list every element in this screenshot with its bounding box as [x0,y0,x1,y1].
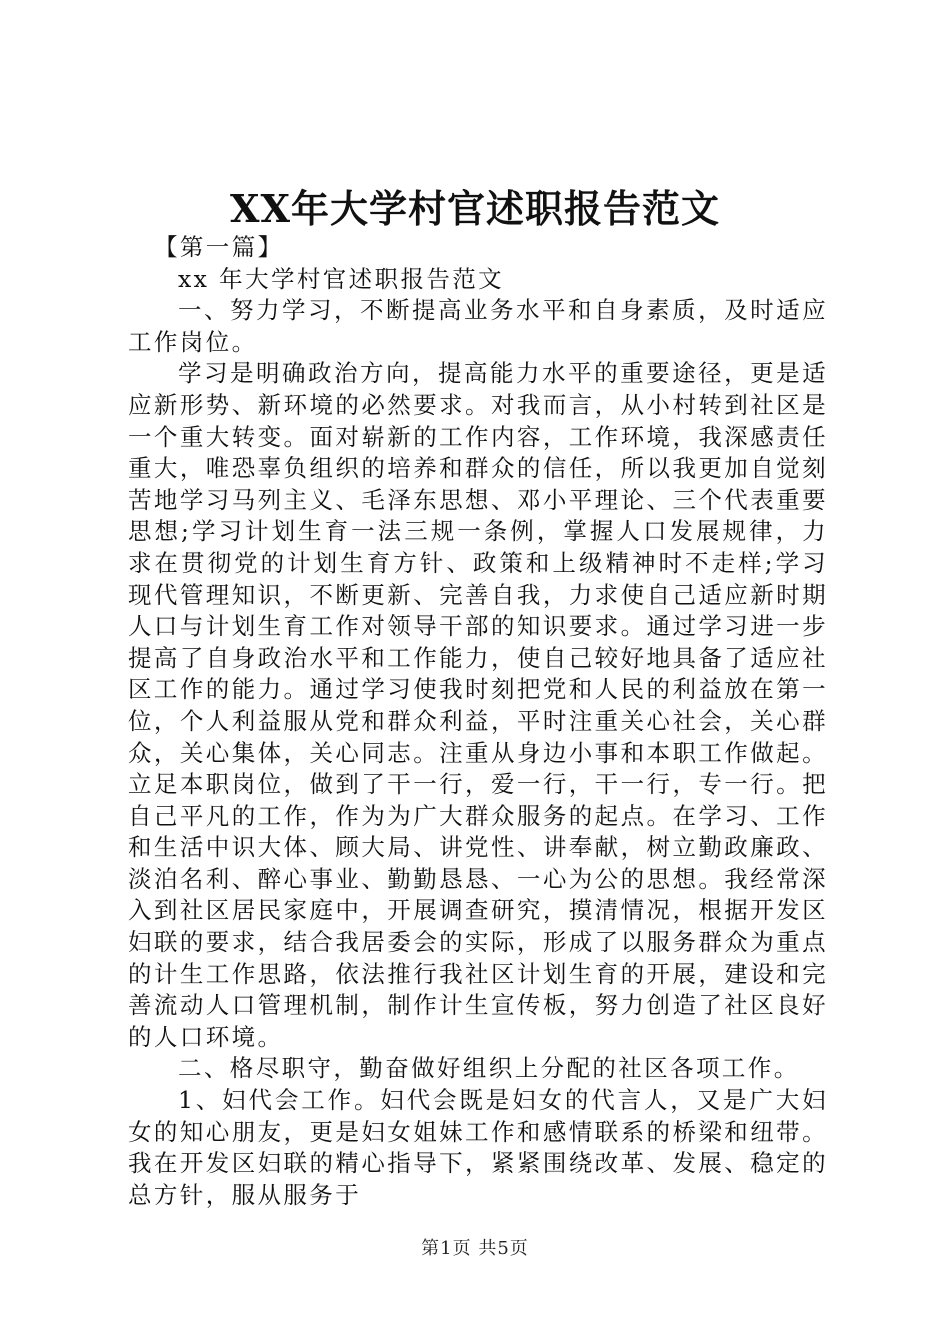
paragraph-2: 1、妇代会工作。妇代会既是妇女的代言人，又是广大妇女的知心朋友，更是妇女姐妹工作和感情联系的桥梁和纽带。我在开发区妇联的精心指导下，紧紧围绕改革、发展、稳定的总方针，服从服务于 [128,1086,828,1209]
document-body [128,232,828,1211]
heading-1: 一、努力学习，不断提高业务水平和自身素质，及时适应工作岗位。 [128,296,828,356]
heading-2: 二、格尽职守，勤奋做好组织上分配的社区各项工作。 [178,1054,800,1083]
section-marker: 【第一篇】 [154,233,284,261]
paragraph-1: 学习是明确政治方向，提高能力水平的重要途径，更是适应新形势、新环境的必然要求。对我而言，从小村转到社区是一个重大转变。面对崭新的工作内容，工作环境，我深感责任重大，唯恐辜负组织的培养和群众的信任，所以我更加自觉刻苦地学习马列主义、毛泽东思想、邓小平理论、三个代表重要思想;学习计划生育一法三规一条例，掌握人口发展规律，力求在贯彻党的计划生育方针、政策和上级精神时不走样;学习现代管理知识，不断更新、完善自我，力求使自己适应新时期人口与计划生育工作对领导干部的知识要求。通过学习进一步提高了自身政治水平和工作能力，使自己较好地具备了适应社区工作的能力。通过学习使我时刻把党和人民的利益放在第一位，个人利益服从党和群众利益，平时注重关心社会，关心群众，关心集体，关心同志。注重从身边小事和本职工作做起。立足本职岗位，做到了干一行，爱一行，干一行，专一行。把自己平凡的工作，作为为广大群众服务的起点。在学习、工作和生活中识大体、顾大局、讲党性、讲奉献，树立勤政廉政、淡泊名利、醉心事业、勤勤恳恳、一心为公的思想。我经常深入到社区居民家庭中，开展调查研究，摸清情况，根据开发区妇联的要求，结合我居委会的实际，形成了以服务群众为重点的计生工作思路，依法推行我社区计划生育的开展，建设和完善流动人口管理机制，制作计生宣传板，努力创造了社区良好的人口环境。 [128,359,828,1051]
document-title: XX年大学村官述职报告范文 [230,186,720,231]
document-subtitle: xx 年大学村官述职报告范文 [178,264,505,293]
page-footer: 第1页 共5页 [421,1238,529,1259]
